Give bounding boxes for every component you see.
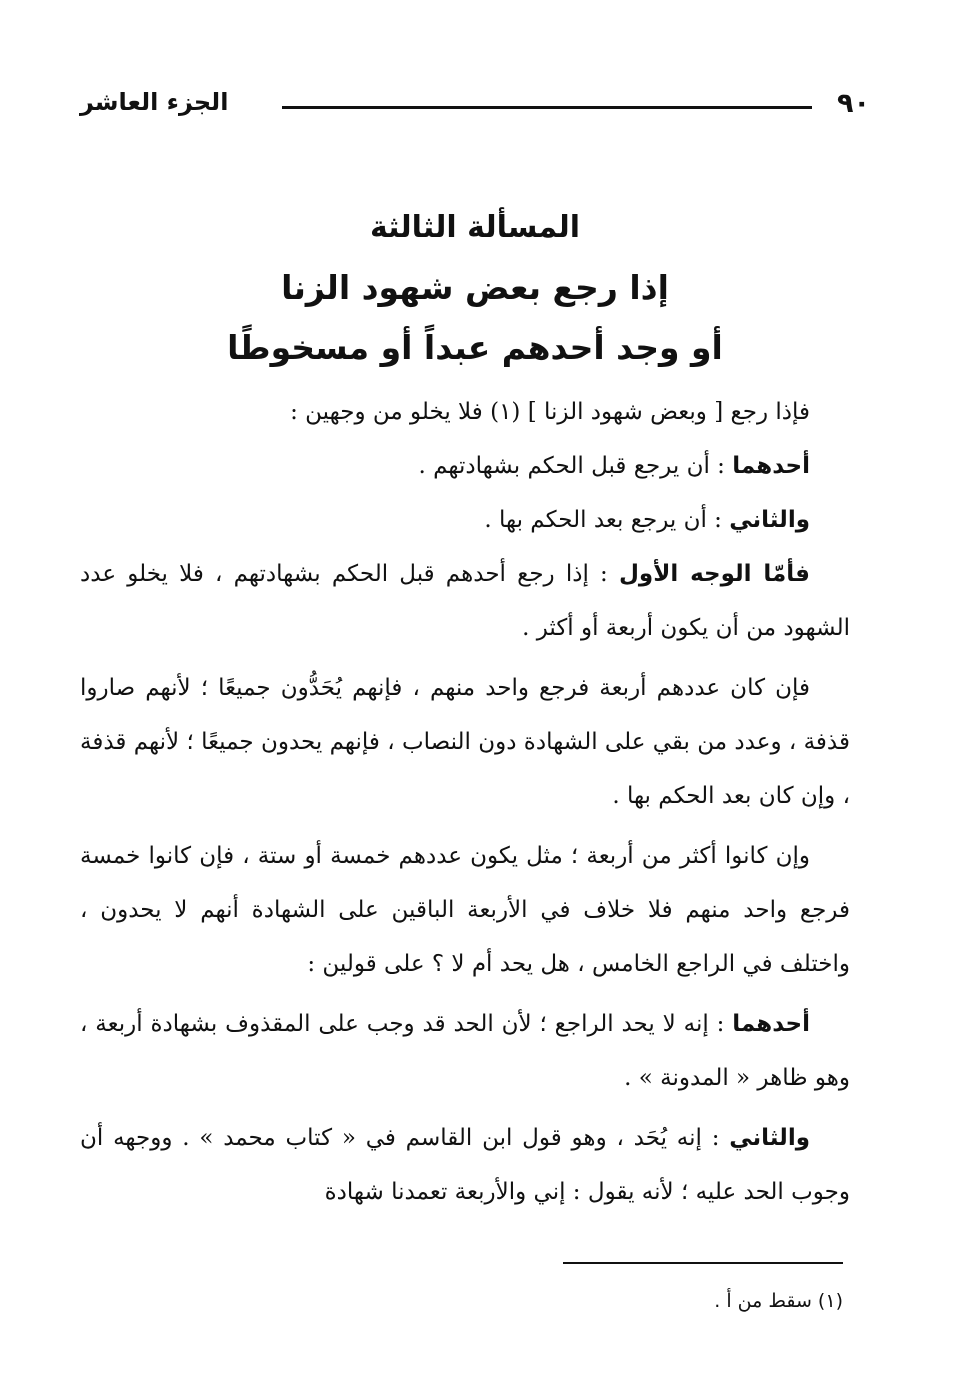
paragraph-lead: والثاني bbox=[729, 1125, 810, 1151]
paragraph-text: : أن يرجع قبل الحكم بشهادتهم . bbox=[418, 453, 733, 479]
header-rule bbox=[282, 106, 812, 109]
body-text bbox=[80, 385, 850, 1219]
paragraph bbox=[80, 661, 850, 823]
paragraph-text: : أن يرجع بعد الحكم بها . bbox=[484, 507, 730, 533]
paragraph-text: وإن كانوا أكثر من أربعة ؛ مثل يكون عددهم خمسة أو ستة ، فإن كانوا خمسة فرجع واحد منهم فلا خلاف في الأربعة الباقين على الشهادة أنهم لا يحدون ، واختلف في الراجع الخامس ، هل يحد أم لا ؟ على قولين : bbox=[80, 843, 850, 977]
paragraph bbox=[80, 493, 850, 547]
paragraph-lead: والثاني bbox=[729, 507, 810, 533]
paragraph-lead: أحدهما bbox=[732, 453, 810, 479]
paragraph bbox=[80, 439, 850, 493]
paragraph-lead: فأمّا الوجه الأول bbox=[618, 561, 810, 587]
paragraph bbox=[80, 997, 850, 1105]
book-part-title: الجزء العاشر bbox=[80, 88, 229, 116]
paragraph-text: : إنه يُحَد ، وهو قول ابن القاسم في « كتاب محمد » . ووجهه أن وجوب الحد عليه ؛ لأنه يقول : إني والأربعة تعمدنا شهادة bbox=[80, 1125, 850, 1205]
paragraph bbox=[80, 1111, 850, 1219]
footnote: (١) سقط من أ . bbox=[714, 1290, 843, 1312]
page-number: ٩٠ bbox=[837, 88, 870, 119]
issue-title: المسألة الثالثة bbox=[369, 210, 581, 245]
paragraph bbox=[80, 547, 850, 655]
paragraph-lead: أحدهما bbox=[732, 1011, 810, 1037]
issue-subtitle-line-2: أو وجد أحدهم عبداً أو مسخوطًا bbox=[227, 328, 723, 367]
footnote-rule bbox=[563, 1262, 843, 1264]
paragraph-text: فإذا رجع [ وبعض شهود الزنا ] (١) فلا يخلو من وجهين : bbox=[290, 399, 810, 425]
section-titles bbox=[80, 198, 870, 378]
paragraph-text: : إنه لا يحد الراجع ؛ لأن الحد قد وجب على المقذوف بشهادة أربعة ، وهو ظاهر « المدونة » . bbox=[80, 1011, 850, 1091]
running-header bbox=[80, 88, 870, 128]
paragraph bbox=[80, 385, 850, 439]
paragraph-text: : إذا رجع أحدهم قبل الحكم بشهادتهم ، فلا يخلو عدد الشهود من أن يكون أربعة أو أكثر . bbox=[80, 561, 850, 641]
paragraph bbox=[80, 829, 850, 991]
issue-subtitle-line-1: إذا رجع بعض شهود الزنا bbox=[281, 268, 669, 307]
paragraph-text: فإن كان عددهم أربعة فرجع واحد منهم ، فإنهم يُحَدُّون جميعًا ؛ لأنهم صاروا قذفة ، وعدد من بقي على الشهادة دون النصاب ، فإنهم يحدون جميعًا ؛ لأنهم قذفة ، وإن كان بعد الحكم بها . bbox=[80, 675, 850, 809]
